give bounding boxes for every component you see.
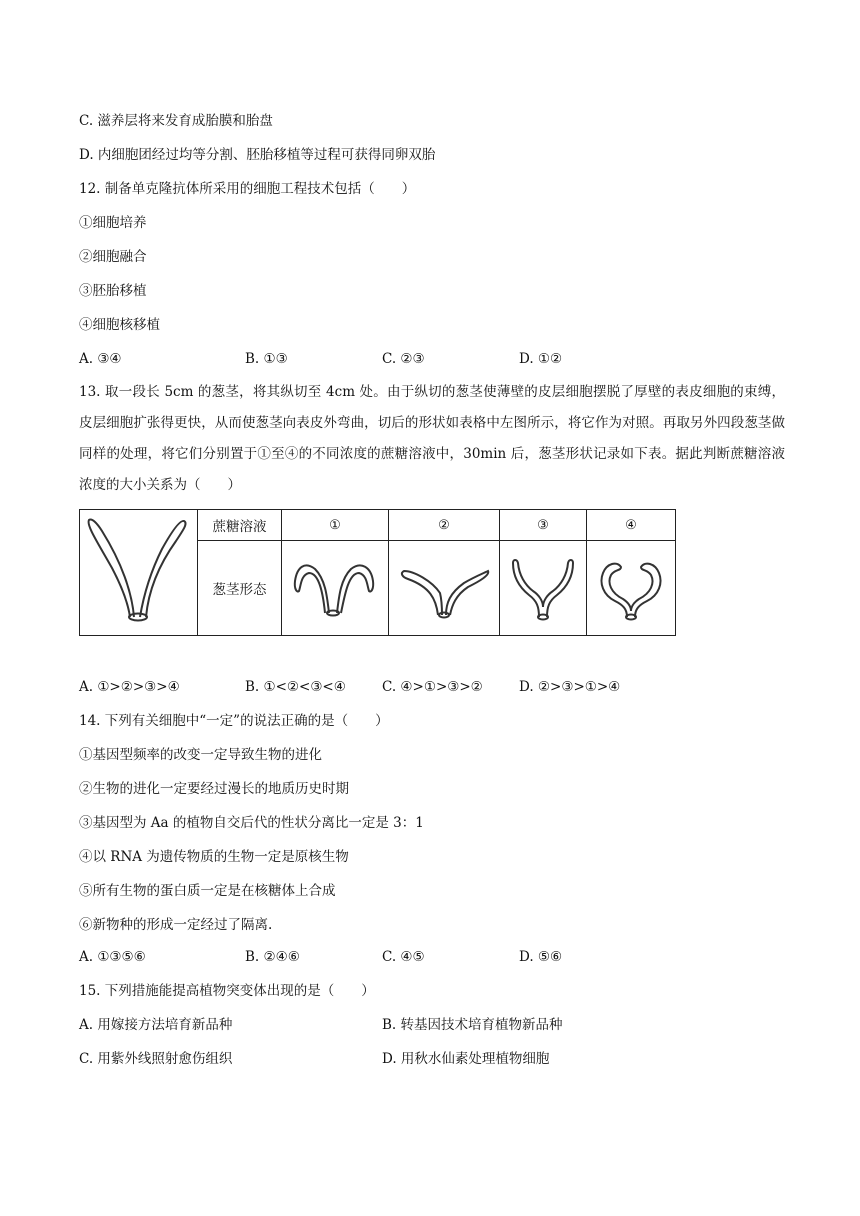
stem-figure-2 xyxy=(389,541,500,636)
q15-stem: 15. 下列措施能提高植物突变体出现的是（ ） xyxy=(79,983,375,999)
q14-option-b: B. ②④⑥ xyxy=(245,949,300,965)
q14-item: ①基因型频率的改变一定导致生物的进化 xyxy=(79,747,322,763)
q14-item: ⑥新物种的形成一定经过了隔离. xyxy=(79,917,273,933)
stem-figure-1 xyxy=(282,541,389,636)
q14-stem: 14. 下列有关细胞中“一定”的说法正确的是（ ） xyxy=(79,713,389,729)
q12-stem: 12. 制备单克隆抗体所采用的细胞工程技术包括（ ） xyxy=(79,181,416,197)
table-header-col-2: ② xyxy=(389,510,500,541)
q12-item: ②细胞融合 xyxy=(79,249,147,265)
q12-options xyxy=(79,349,799,369)
control-stem-figure xyxy=(80,510,198,636)
q14-item: ⑤所有生物的蛋白质一定是在核糖体上合成 xyxy=(79,883,336,899)
q13-option-c: C. ④>①>③>② xyxy=(382,679,483,695)
q12-item: ①细胞培养 xyxy=(79,215,147,231)
q11-option-c: C. 滋养层将来发育成胎膜和胎盘 xyxy=(79,113,273,129)
q15-option-b: B. 转基因技术培育植物新品种 xyxy=(382,1017,563,1033)
q14-option-c: C. ④⑤ xyxy=(382,949,425,965)
q12-item: ③胚胎移植 xyxy=(79,283,147,299)
q15-option-a: A. 用嫁接方法培育新品种 xyxy=(79,1017,233,1033)
q13-option-d: D. ②>③>①>④ xyxy=(519,679,621,695)
q12-option-b: B. ①③ xyxy=(245,351,288,367)
q14-option-a: A. ①③⑤⑥ xyxy=(79,949,146,965)
q14-options xyxy=(79,947,799,967)
q15-option-c: C. 用紫外线照射愈伤组织 xyxy=(79,1051,233,1067)
table-header-label: 蔗糖溶液 xyxy=(198,510,282,541)
table-header-col-1: ① xyxy=(282,510,389,541)
table-header-col-3: ③ xyxy=(500,510,587,541)
q15-options-row-2 xyxy=(79,1049,799,1069)
table-header-col-4: ④ xyxy=(587,510,676,541)
q14-item: ④以 RNA 为遗传物质的生物一定是原核生物 xyxy=(79,849,349,865)
q13-option-a: A. ①>②>③>④ xyxy=(79,679,180,695)
q15-options-row-1 xyxy=(79,1015,799,1035)
q13-table xyxy=(79,509,676,636)
q14-item: ③基因型为 Aa 的植物自交后代的性状分离比一定是 3：1 xyxy=(79,815,424,831)
q12-option-a: A. ③④ xyxy=(79,351,122,367)
q15-option-d: D. 用秋水仙素处理植物细胞 xyxy=(382,1051,550,1067)
q11-option-d: D. 内细胞团经过均等分割、胚胎移植等过程可获得同卵双胎 xyxy=(79,147,436,163)
table-row-label: 葱茎形态 xyxy=(198,541,282,636)
stem-figure-3 xyxy=(500,541,587,636)
stem-figure-4 xyxy=(587,541,676,636)
q14-item: ②生物的进化一定要经过漫长的地质历史时期 xyxy=(79,781,349,797)
q13-options xyxy=(79,677,799,697)
q13-stem: 13. 取一段长 5cm 的葱茎，将其纵切至 4cm 处。由于纵切的葱茎使薄壁的皮层细胞摆脱了厚壁的表皮细胞的束缚，皮层细胞扩张得更快，从而使葱茎向表皮外弯曲，切后的形状如表格中左图所示，将它作为对照。再取另外四段葱茎做同样的处理，将它们分别置于①至④的不同浓度的蔗糖溶液中，30min 后，葱茎形状记录如下表。据此判断蔗糖溶液浓度的大小关系为（ ） xyxy=(79,384,785,493)
q13-option-b: B. ①<②<③<④ xyxy=(245,679,346,695)
q12-option-d: D. ①② xyxy=(519,351,563,367)
q14-option-d: D. ⑤⑥ xyxy=(519,949,563,965)
q12-item: ④细胞核移植 xyxy=(79,317,160,333)
q12-option-c: C. ②③ xyxy=(382,351,425,367)
